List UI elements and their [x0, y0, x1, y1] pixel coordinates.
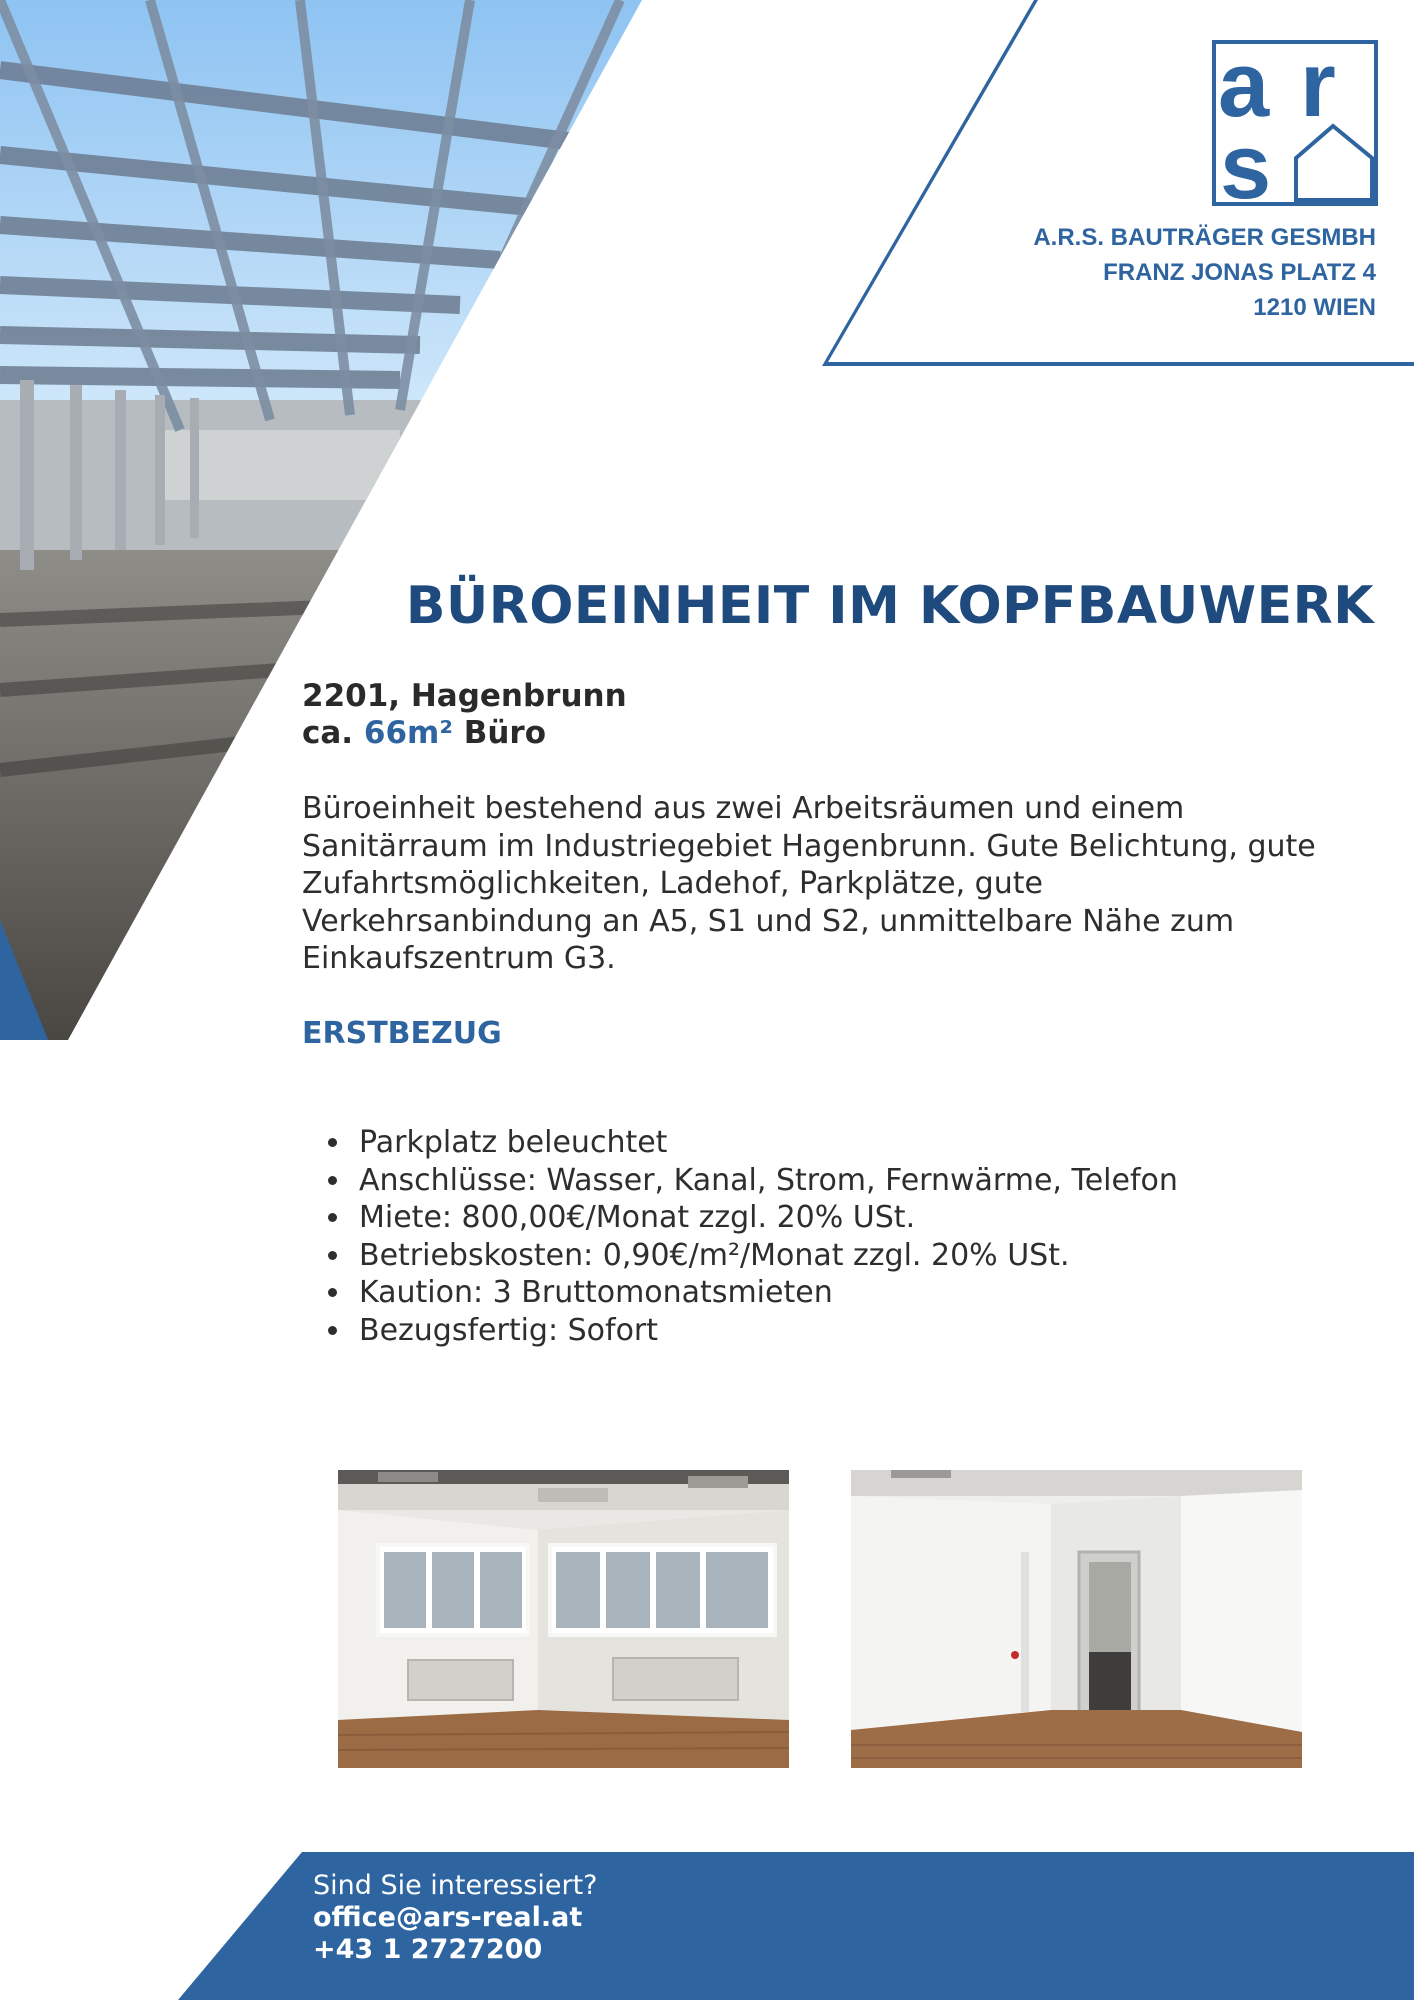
feature-list: [316, 1124, 1178, 1349]
company-logo: [1212, 40, 1378, 206]
bullet-icon: [328, 1326, 337, 1335]
area-prefix: ca.: [302, 715, 354, 751]
office-photo-windows: [338, 1470, 789, 1768]
feature-item: Bezugsfertig: Sofort: [359, 1312, 1178, 1350]
contact-prompt: Sind Sie interessiert?: [313, 1870, 598, 1901]
bullet-icon: [328, 1138, 337, 1147]
listing-location: 2201, Hagenbrunn: [302, 678, 627, 714]
feature-item: Parkplatz beleuchtet: [359, 1124, 1178, 1162]
contact-email[interactable]: office@ars-real.at: [313, 1902, 583, 1933]
logo-letter-s: s: [1220, 116, 1272, 206]
office-photo-door: [851, 1470, 1302, 1768]
feature-item: Kaution: 3 Bruttomonatsmieten: [359, 1274, 1178, 1312]
listing-title: BÜROEINHEIT IM KOPFBAUWERK: [405, 576, 1374, 636]
bullet-icon: [328, 1251, 337, 1260]
feature-item: Anschlüsse: Wasser, Kanal, Strom, Fernwärme, Telefon: [359, 1162, 1178, 1200]
status-badge: ERSTBEZUG: [302, 1016, 502, 1051]
company-name: A.R.S. BAUTRÄGER GESMBH: [1033, 224, 1376, 251]
listing-description: Büroeinheit bestehend aus zwei Arbeitsräumen und einem Sanitärraum im Industriegebiet Hagenbrunn. Gute Belichtung, gute Zufahrtsmöglichkeiten, Ladehof, Parkplätze, gute Verkehrsanbindung an A5, S1 und S2, unmittelbare Nähe zum Einkaufszentrum G3.: [302, 791, 1316, 976]
bullet-icon: [328, 1288, 337, 1297]
listing-area: [302, 715, 546, 751]
company-street: FRANZ JONAS PLATZ 4: [1103, 259, 1376, 286]
feature-item: Miete: 800,00€/Monat zzgl. 20% USt.: [359, 1199, 1178, 1237]
contact-phone[interactable]: +43 1 2727200: [313, 1934, 543, 1965]
bullet-icon: [328, 1213, 337, 1222]
contact-banner: [0, 1852, 1414, 2000]
logo-letter-r: r: [1300, 40, 1336, 136]
feature-item: Betriebskosten: 0,90€/m²/Monat zzgl. 20% USt.: [359, 1237, 1178, 1275]
company-city: 1210 WIEN: [1253, 294, 1376, 321]
area-suffix: Büro: [463, 715, 546, 751]
area-value: 66m²: [363, 715, 453, 751]
bullet-icon: [328, 1176, 337, 1185]
logo-letter-a: a: [1218, 40, 1270, 136]
